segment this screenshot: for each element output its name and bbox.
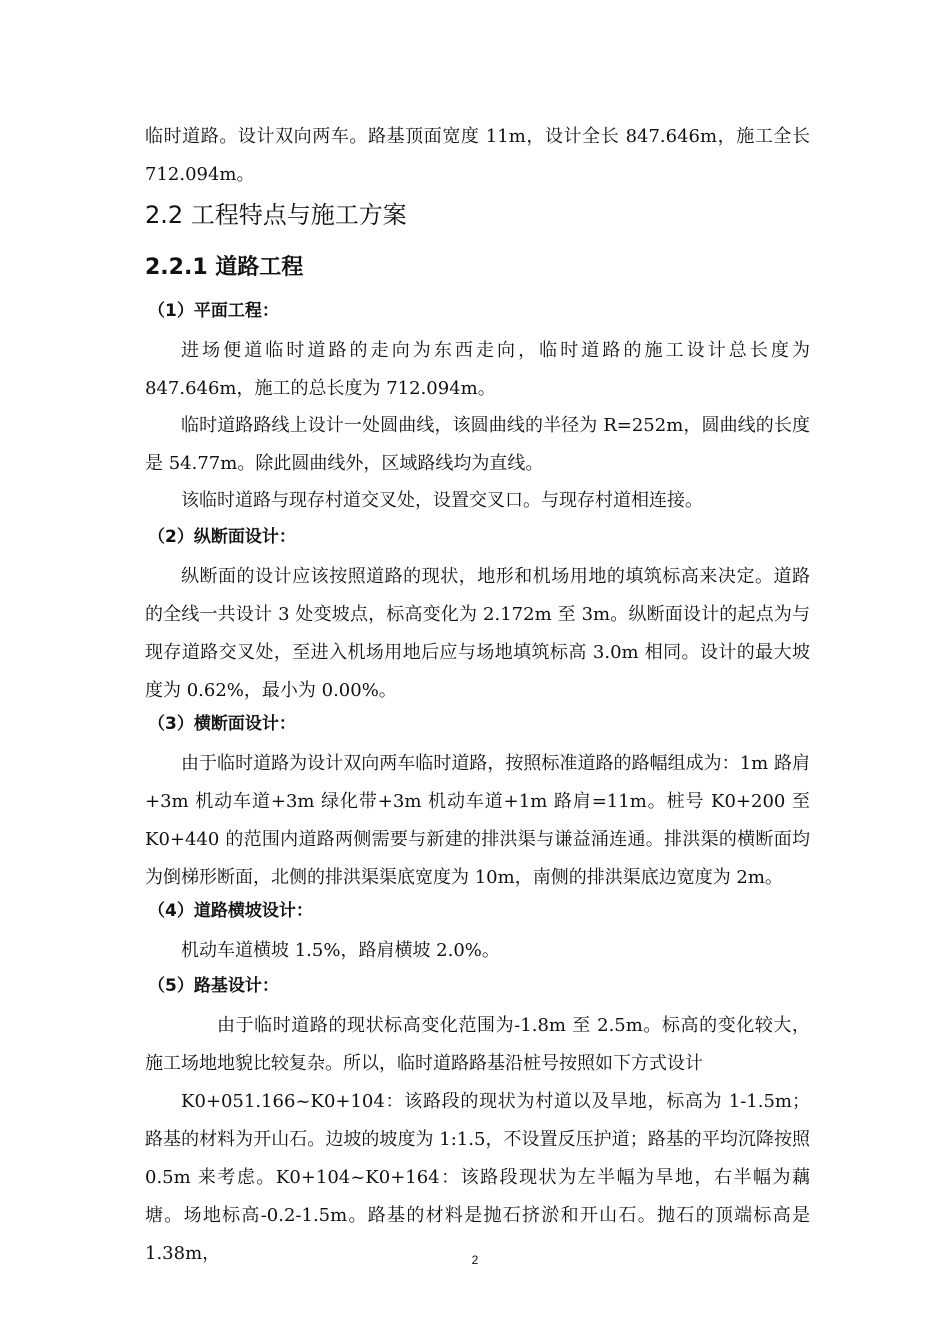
intro-paragraph: 临时道路。设计双向两车。路基顶面宽度 11m，设计全长 847.646m，施工全长 712.094m。 xyxy=(145,126,810,185)
item-3-heading: （3）横断面设计： xyxy=(148,714,296,734)
item-2-paragraph-1: 纵断面的设计应该按照道路的现状，地形和机场用地的填筑标高来决定。道路的全线一共设计 3 处变坡点，标高变化为 2.172m 至 3m。纵断面设计的起点为与现存道路交叉处，至进入机场用地后应与场地填筑标高 3.0m 相同。设计的最大坡度为 0.62%，最小为 0.00%。 xyxy=(145,566,810,701)
item-1-heading: （1）平面工程： xyxy=(148,301,279,321)
item-5-paragraph-2: K0+051.166~K0+104：该路段的现状为村道以及旱地，标高为 1-1.5m；路基的材料为开山石。边坡的坡度为 1:1.5，不设置反压护道；路基的平均沉降按照 0.5m 来考虑。K0+104~K0+164：该路段现状为左半幅为旱地，右半幅为藕塘。场地标高-0.2-1.5m。路基的材料是抛石挤淤和开山石。抛石的顶端标高是 1.38m， xyxy=(145,1091,810,1264)
item-4-heading: （4）道路横坡设计： xyxy=(148,901,313,921)
page-number: 2 xyxy=(471,1253,479,1267)
item-1-paragraph-2: 临时道路路线上设计一处圆曲线，该圆曲线的半径为 R=252m，圆曲线的长度是 54.77m。除此圆曲线外，区域路线均为直线。 xyxy=(145,415,810,474)
subsection-title: 2.2.1 道路工程 xyxy=(145,255,304,280)
item-5-paragraph-1: 由于临时道路的现状标高变化范围为-1.8m 至 2.5m。标高的变化较大，施工场地地貌比较复杂。所以，临时道路路基沿桩号按照如下方式设计 xyxy=(145,1015,810,1074)
item-5-heading: （5）路基设计： xyxy=(148,976,279,996)
item-2-heading: （2）纵断面设计： xyxy=(148,527,296,547)
item-3-paragraph-1: 由于临时道路为设计双向两车临时道路，按照标准道路的路幅组成为：1m 路肩+3m 机动车道+3m 绿化带+3m 机动车道+1m 路肩=11m。桩号 K0+200 至 K0+440 的范围内道路两侧需要与新建的排洪渠与谦益涌连通。排洪渠的横断面均为倒梯形断面，北侧的排洪渠渠底宽度为 10m，南侧的排洪渠底边宽度为 2m。 xyxy=(145,753,810,888)
item-1-paragraph-1: 进场便道临时道路的走向为东西走向，临时道路的施工设计总长度为 847.646m，施工的总长度为 712.094m。 xyxy=(145,340,810,399)
section-title: 2.2 工程特点与施工方案 xyxy=(145,201,407,229)
item-1-paragraph-3: 该临时道路与现存村道交叉处，设置交叉口。与现存村道相连接。 xyxy=(181,490,703,511)
item-4-paragraph-1: 机动车道横坡 1.5%，路肩横坡 2.0%。 xyxy=(181,940,500,961)
